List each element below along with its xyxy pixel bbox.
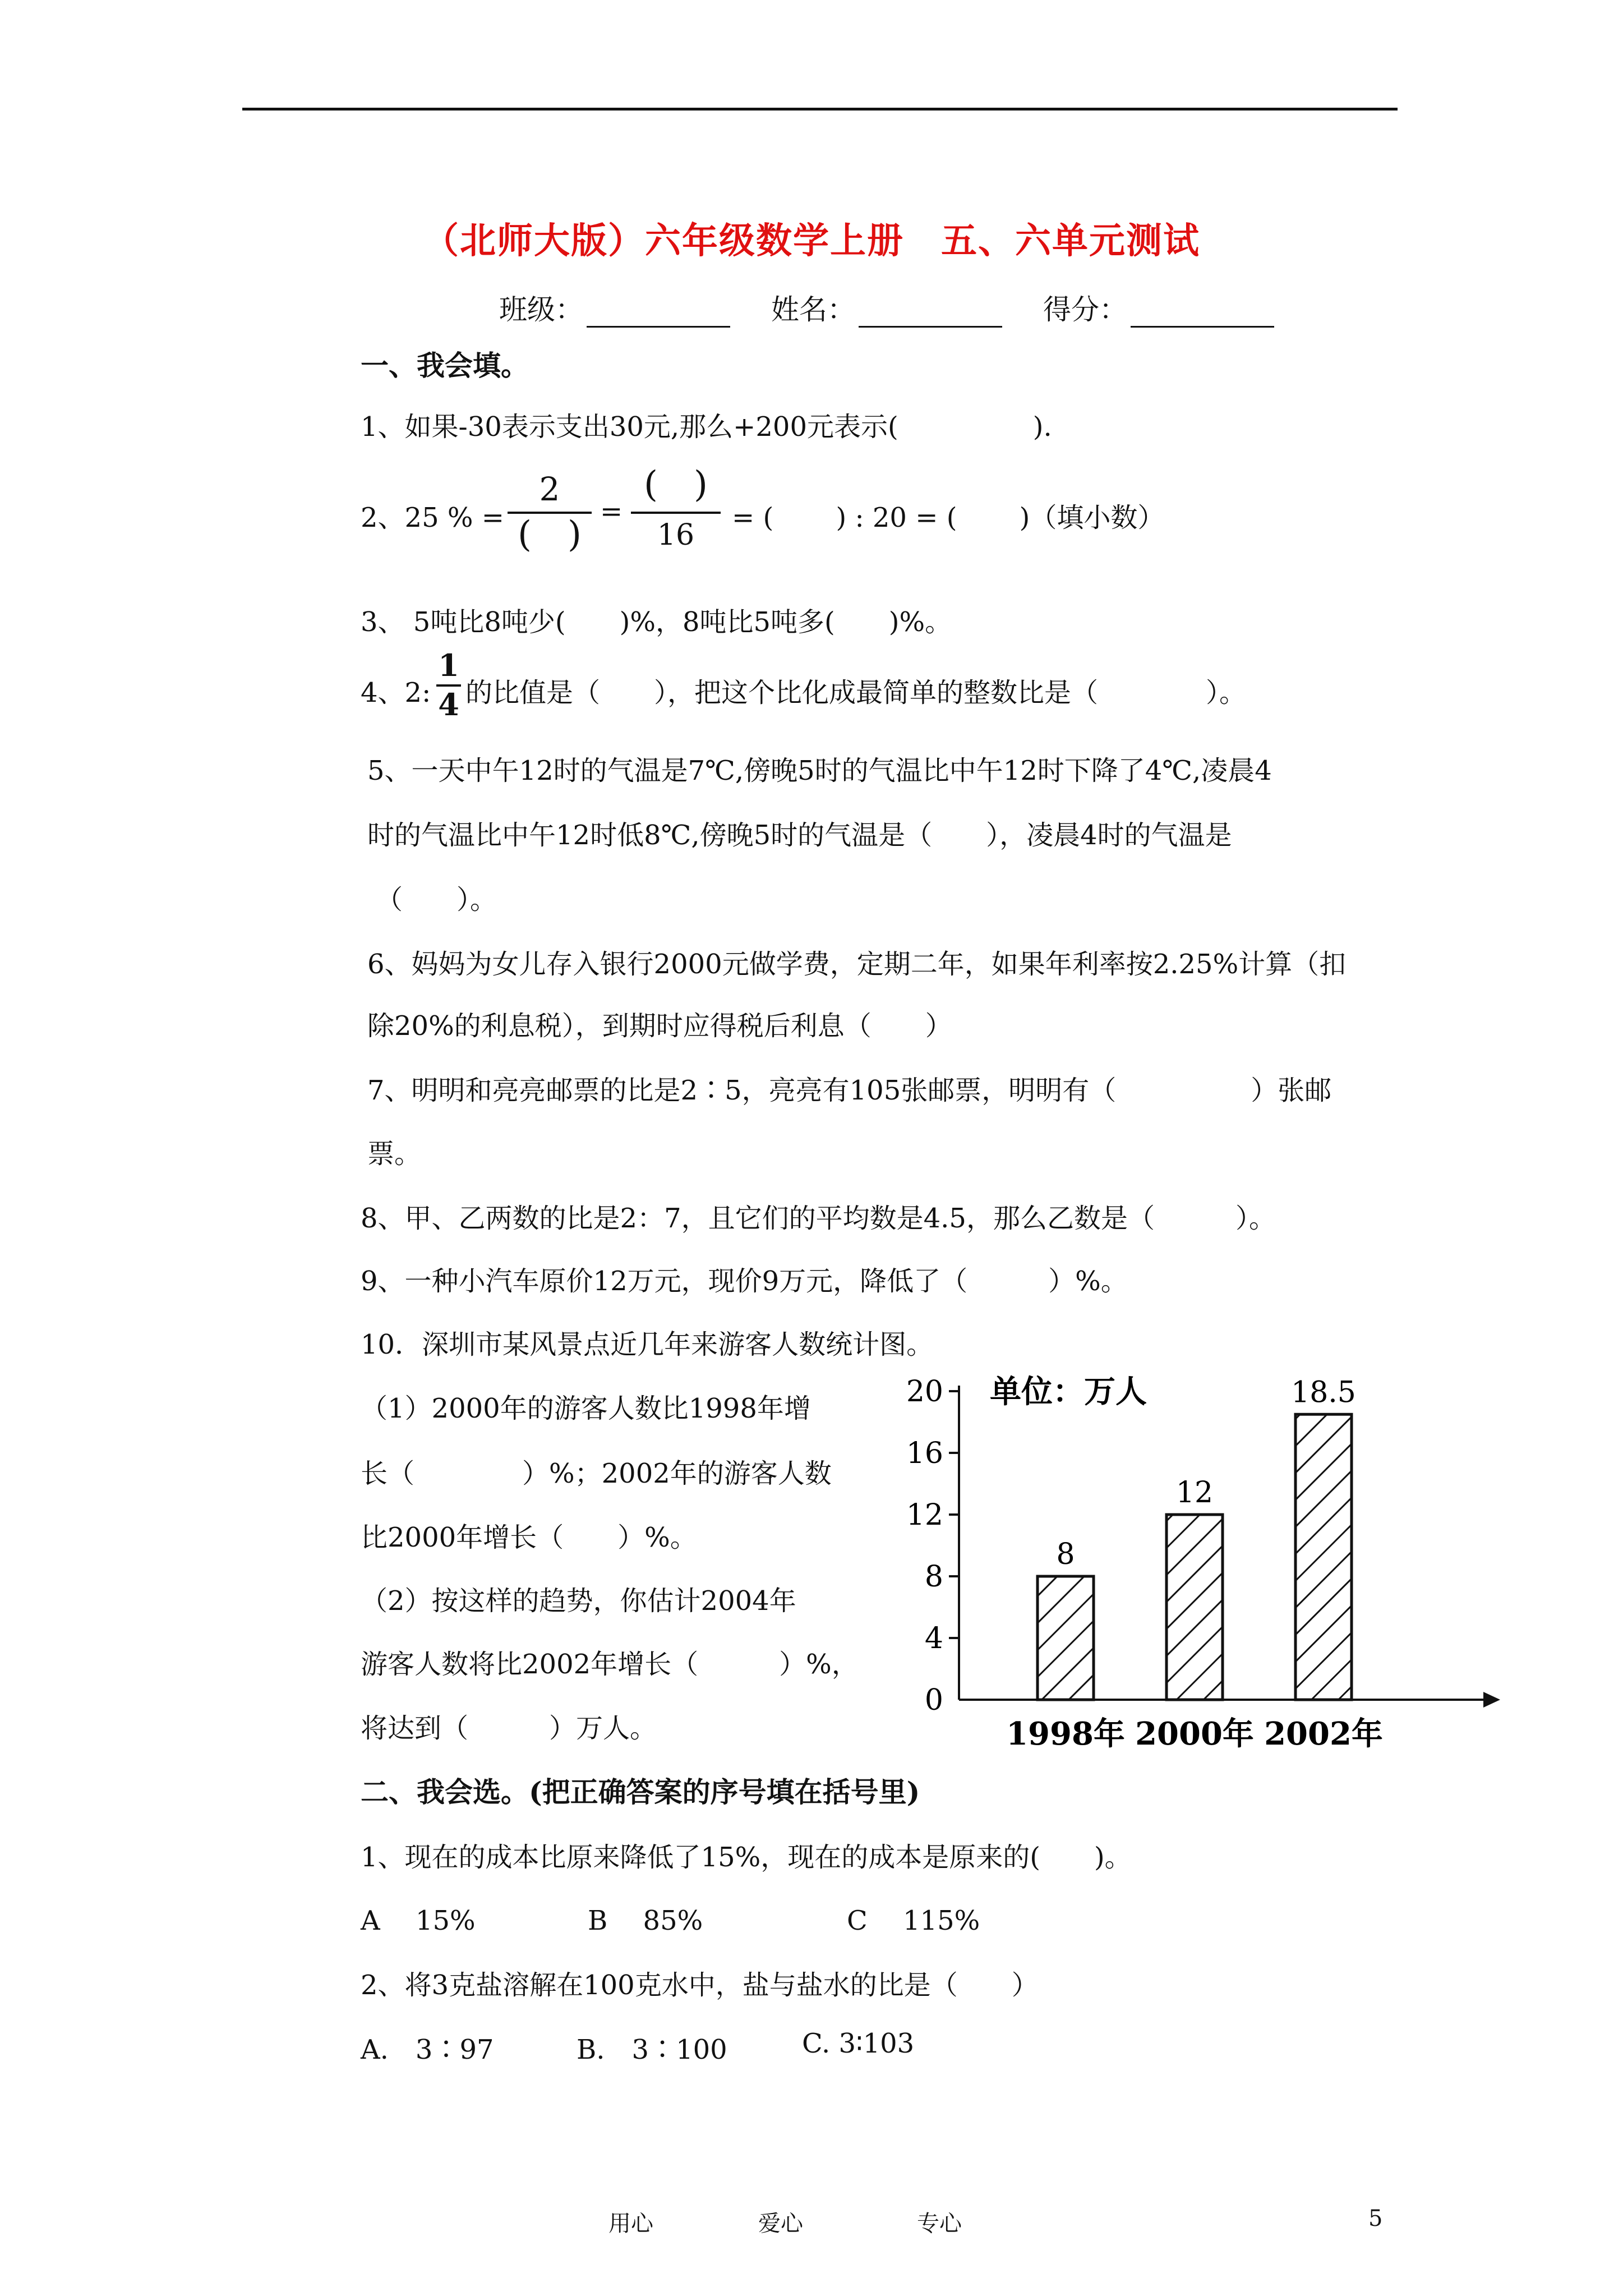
page-number: 5	[1368, 2206, 1383, 2231]
question-7-line-2: 票。	[367, 1138, 422, 1170]
section2-heading: 二、我会选。(把正确答案的序号填在括号里)	[361, 1775, 920, 1809]
q2-fraction-2-den	[625, 518, 726, 552]
bar-value-label-2: 18.5	[1291, 1375, 1356, 1410]
question-3: 3、 5吨比8吨少( )%，8吨比5吨多( )%。	[361, 606, 952, 638]
bar-2002年	[1295, 1414, 1352, 1700]
name-label: 姓名：	[771, 293, 855, 326]
q4-fraction	[435, 647, 463, 683]
question-2-suffix: = ( ) : 20 = ( )（填小数）	[732, 502, 1165, 533]
question-6-line-2: 除20%的利息税），到期时应得税后利息（ ）	[367, 1010, 952, 1042]
s2-q2-option-c: C. 3∶103	[802, 2028, 915, 2059]
question-10-2-line-2: 游客人数将比2002年增长（ ）%，	[361, 1649, 859, 1680]
question-10: 10．深圳市某风景点近几年来游客人数统计图。	[361, 1329, 934, 1360]
question-6-line-1: 6、妈妈为女儿存入银行2000元做学费，定期二年，如果年利率按2.25%计算（扣	[367, 949, 1347, 980]
y-tick-label-0: 0	[924, 1683, 943, 1717]
q2-equals: =	[600, 496, 623, 527]
score-blank	[1131, 296, 1274, 328]
question-4-prefix: 4、2:	[361, 677, 431, 708]
y-tick-label-1: 4	[924, 1622, 943, 1655]
s2-question-1: 1、现在的成本比原来降低了15%，现在的成本是原来的( )。	[361, 1842, 1132, 1873]
question-10-1-line-3: 比2000年增长（ ）%。	[361, 1522, 697, 1553]
question-5-line-3: （ ）。	[376, 884, 497, 915]
q4-fraction-den	[435, 687, 463, 723]
x-axis-arrow	[1483, 1692, 1500, 1708]
q2-frac2-line	[631, 512, 721, 514]
s2-q1-option-c: C 115%	[847, 1905, 980, 1936]
bar-1998年	[1038, 1576, 1094, 1700]
q2-frac2-denominator: 16	[657, 518, 695, 552]
question-2-prefix: 2、25 % =	[361, 502, 504, 533]
q4-numerator: 1	[438, 647, 459, 683]
question-10-1-line-2: 长（ ）%；2002年的游客人数	[361, 1458, 832, 1489]
top-rule	[242, 108, 1398, 111]
question-1: 1、如果-30表示支出30元,那么+200元表示( ).	[361, 411, 1052, 443]
footer-word-1: 用心	[608, 2211, 653, 2237]
q2-fraction-1	[505, 472, 594, 506]
question-10-2-line-1: （2）按这样的趋势，你估计2004年	[361, 1585, 796, 1617]
bar-2000年	[1166, 1515, 1223, 1700]
q2-frac1-numerator: 2	[539, 470, 560, 508]
s2-q1-option-b: B 85%	[588, 1905, 703, 1936]
score-field	[1043, 287, 1274, 328]
s2-q2-option-b: B. 3∶100	[577, 2034, 727, 2065]
class-field	[499, 287, 730, 328]
visitor-bar-chart	[897, 1358, 1514, 1773]
question-10-1-line-1: （1）2000年的游客人数比1998年增	[361, 1393, 811, 1424]
question-5-line-1: 5、一天中午12时的气温是7℃,傍晚5时的气温比中午12时下降了4℃,凌晨4	[367, 755, 1272, 786]
question-5-line-2: 时的气温比中午12时低8℃,傍晚5时的气温是（ ），凌晨4时的气温是	[367, 820, 1232, 851]
x-category-label-2: 2002年	[1264, 1715, 1383, 1752]
question-9: 9、一种小汽车原价12万元，现价9万元，降低了（ ）%。	[361, 1266, 1128, 1297]
y-tick-label-4: 16	[906, 1437, 943, 1470]
section1-heading: 一、我会填。	[361, 349, 529, 382]
s2-q2-option-a: A. 3∶97	[361, 2034, 494, 2065]
bar-value-label-0: 8	[1056, 1538, 1075, 1571]
q4-denominator: 4	[438, 687, 459, 723]
q2-fraction-1-den	[502, 515, 597, 554]
x-category-label-1: 2000年	[1135, 1715, 1254, 1752]
y-tick-label-3: 12	[906, 1498, 943, 1532]
name-blank	[859, 296, 1002, 328]
x-category-label-0: 1998年	[1006, 1715, 1125, 1752]
q2-frac1-denominator: ( )	[518, 514, 582, 555]
q2-fraction-2	[625, 464, 726, 505]
question-4-suffix: 的比值是（ ），把这个比化成最简单的整数比是（ ）。	[465, 677, 1247, 708]
s2-question-2: 2、将3克盐溶解在100克水中，盐与盐水的比是（ ）	[361, 1970, 1039, 2001]
footer-word-3: 专心	[917, 2211, 962, 2237]
question-10-2-line-3: 将达到（ ）万人。	[361, 1713, 657, 1744]
question-8: 8、甲、乙两数的比是2：7，且它们的平均数是4.5，那么乙数是（ ）。	[361, 1203, 1276, 1234]
class-label: 班级：	[499, 293, 583, 326]
score-label: 得分：	[1043, 293, 1127, 326]
y-tick-label-2: 8	[924, 1560, 943, 1594]
page-title: （北师大版）六年级数学上册 五、六单元测试	[423, 220, 1200, 262]
bar-value-label-1: 12	[1175, 1476, 1214, 1510]
chart-unit-label: 单位：万人	[990, 1373, 1147, 1410]
question-7-line-1: 7、明明和亮亮邮票的比是2∶5，亮亮有105张邮票，明明有（ ）张邮	[367, 1075, 1332, 1106]
class-blank	[587, 296, 730, 328]
s2-q1-option-a: A 15%	[361, 1905, 476, 1936]
q2-frac2-numerator: ( )	[644, 464, 708, 505]
name-field	[771, 287, 1002, 328]
footer-word-2: 爱心	[758, 2211, 803, 2237]
y-tick-label-5: 20	[906, 1375, 943, 1409]
